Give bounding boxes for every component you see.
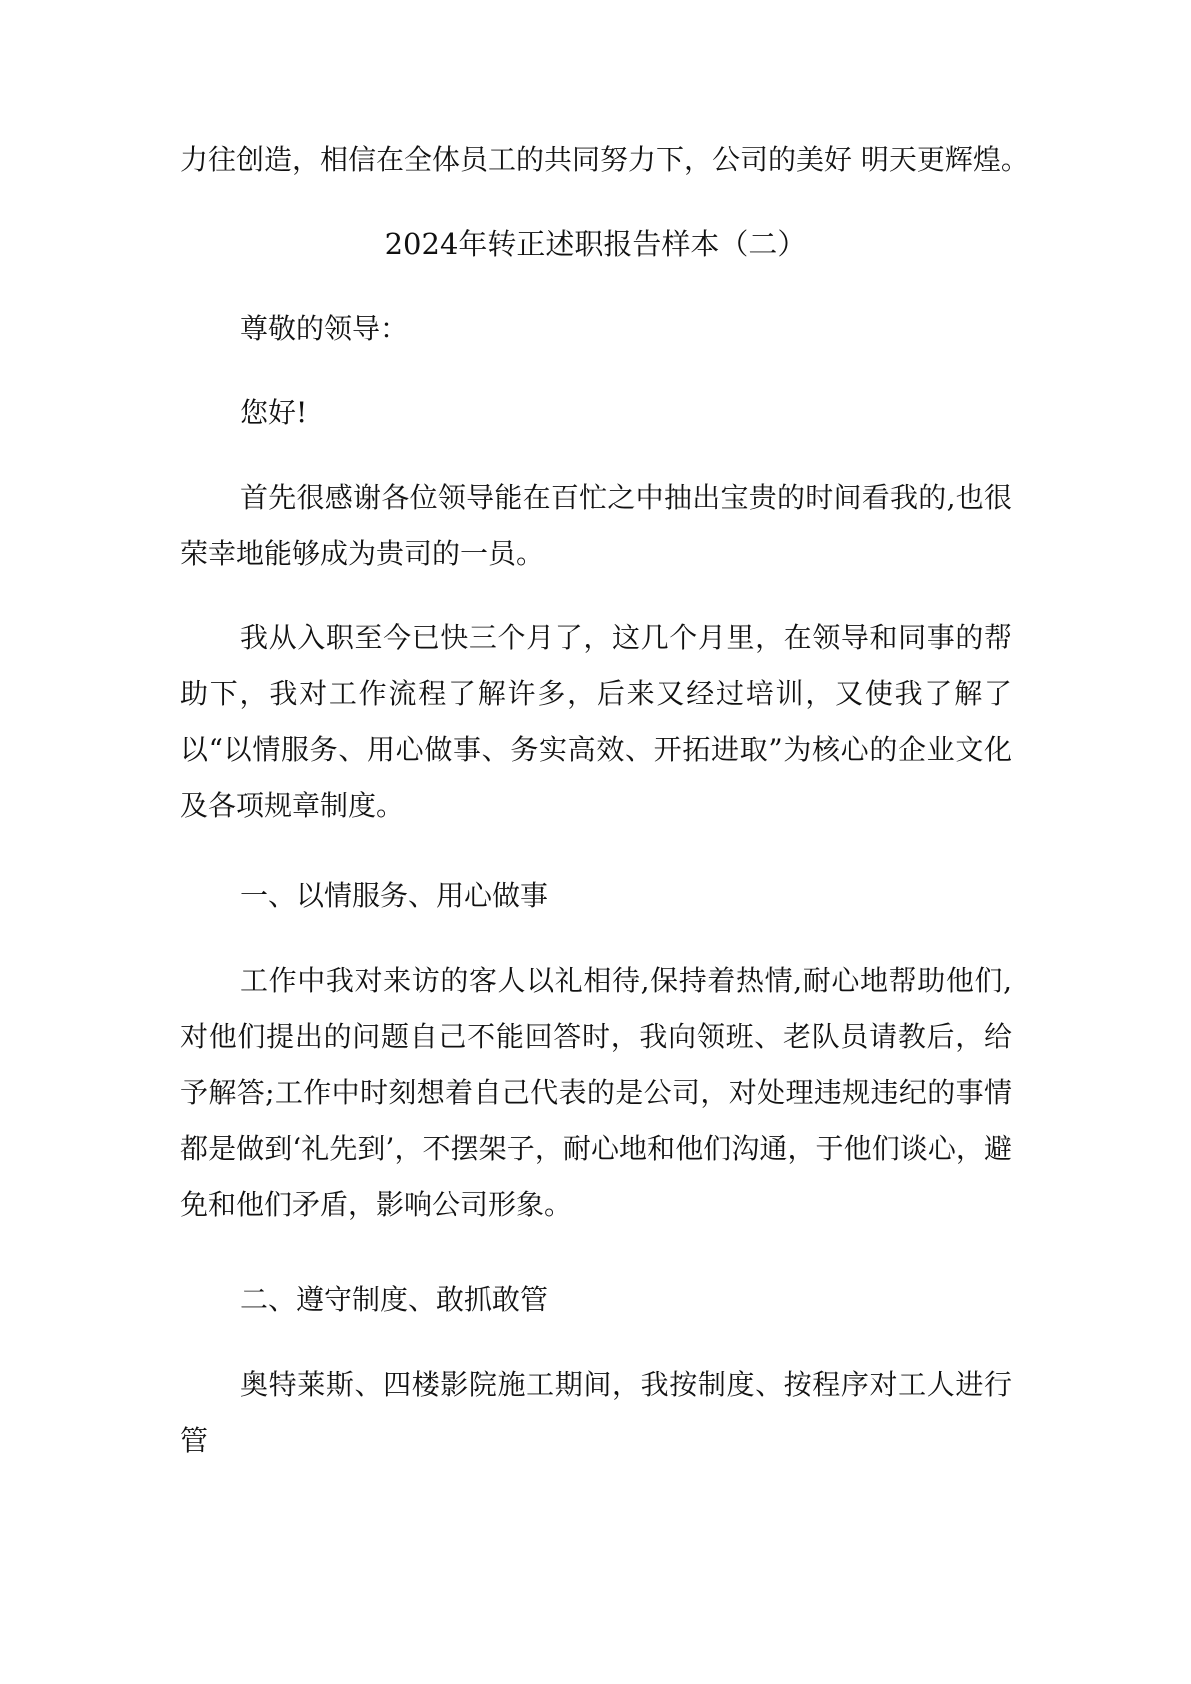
section-2-heading: 二、遵守制度、敢抓敢管 (240, 1283, 549, 1316)
paragraph-intro: 首先很感谢各位领导能在百忙之中抽出宝贵的时间看我的,也很荣幸地能够成为贵司的一员。 (180, 481, 1012, 570)
section-1-body: 工作中我对来访的客人以礼相待,保持着热情,耐心地帮助他们,对他们提出的问题自己不能回答时，我向领班、老队员请教后，给予解答;工作中时刻想着自己代表的是公司，对处理违规违纪的事情都是做到‘礼先到’，不摆架子，耐心地和他们沟通，于他们谈心，避免和他们矛盾，影响公司形象。 (180, 964, 1012, 1221)
continuation-line: 力往创造，相信在全体员工的共同努力下，公司的美好 明天更辉煌。 (180, 143, 1029, 176)
document-title: 2024年转正述职报告样本（二） (384, 227, 807, 261)
salutation: 尊敬的领导： (240, 312, 409, 345)
section-1-heading: 一、以情服务、用心做事 (240, 879, 549, 912)
paragraph-experience: 我从入职至今已快三个月了，这几个月里，在领导和同事的帮助下，我对工作流程了解许多，后来又经过培训，又使我了解了以“以情服务、用心做事、务实高效、开拓进取”为核心的企业文化及各项规章制度。 (180, 621, 1012, 822)
section-2-body: 奥特莱斯、四楼影院施工期间，我按制度、按程序对工人进行管 (180, 1368, 1012, 1457)
greeting: 您好! (240, 396, 308, 429)
